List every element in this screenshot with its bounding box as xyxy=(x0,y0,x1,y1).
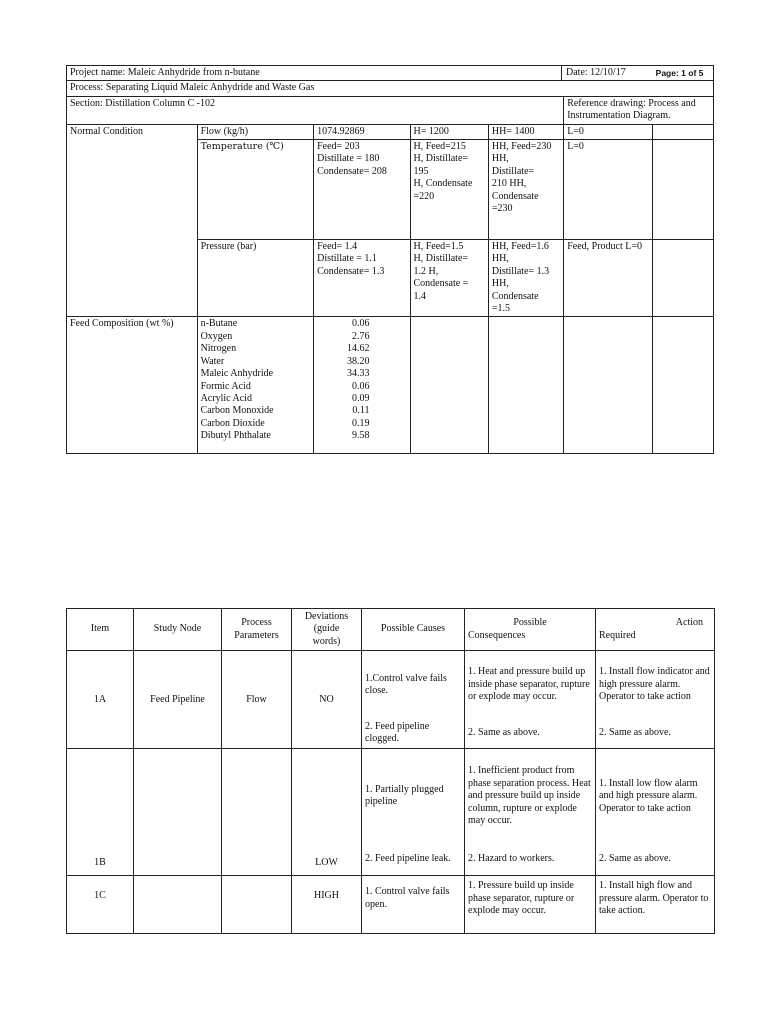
component-value: 34.33 xyxy=(347,368,370,380)
cause-1a-2: 2. Feed pipeline clogged. xyxy=(362,719,465,749)
consequence-1b-1: 1. Inefficient product from phase separation process. Heat and pressure build up inside column, rupture or explode may occur. xyxy=(465,749,596,844)
study-node-1a: Feed Pipeline xyxy=(134,651,222,749)
action-1a-1: 1. Install flow indicator and high pressure alarm. Operator to take action xyxy=(596,651,715,719)
conditions-table xyxy=(66,65,714,454)
header-dev-line: words) xyxy=(312,635,341,647)
temp-high-line: H, Feed=215 xyxy=(413,141,466,153)
date: Date: 12/10/17 xyxy=(566,67,626,78)
pres-hh-line: HH, xyxy=(491,253,509,265)
action-1c-1: 1. Install high flow and pressure alarm. Operator to take action. xyxy=(596,876,715,934)
pres-hh-line: HH, Feed=1.6 xyxy=(491,241,549,253)
flow-value: 1074.92869 xyxy=(314,124,410,139)
temperature-normal xyxy=(314,140,410,240)
process-name: Process: Separating Liquid Maleic Anhydride and Waste Gas xyxy=(67,81,714,96)
pres-hh-line: HH, xyxy=(491,278,509,290)
header-process-parameters xyxy=(222,609,292,651)
header-action-line: Required xyxy=(599,629,636,641)
cause-1b-2: 2. Feed pipeline leak. xyxy=(362,844,465,876)
component-value: 9.58 xyxy=(352,430,370,442)
component-names xyxy=(197,317,314,454)
temp-normal-line: Condensate= 208 xyxy=(317,165,387,177)
pressure-highhigh xyxy=(488,240,563,317)
temp-high-line: H, Distillate= xyxy=(413,153,469,165)
pres-high-line: H, Distillate= xyxy=(413,253,469,265)
pres-normal-line: Distillate = 1.1 xyxy=(317,253,377,265)
cause-1a-1: 1.Control valve fails close. xyxy=(362,651,465,719)
header-possible-consequences xyxy=(465,609,596,651)
component-name: Formic Acid xyxy=(200,380,251,392)
component-name: Oxygen xyxy=(200,330,233,342)
component-value: 0.06 xyxy=(352,380,370,392)
flow-high: H= 1200 xyxy=(410,124,488,139)
flow-param: Flow (kg/h) xyxy=(197,124,314,139)
deviation-1c: HIGH xyxy=(292,876,362,934)
component-name: Water xyxy=(200,355,225,367)
component-name: Carbon Dioxide xyxy=(200,417,265,429)
item-1b: 1B xyxy=(67,749,134,876)
temp-hh-line: Condensate xyxy=(491,190,539,202)
header-param-line: Process xyxy=(241,617,272,629)
header-cons-line: Consequences xyxy=(468,629,526,641)
component-value: 14.62 xyxy=(347,343,370,355)
pres-high-line: H, Feed=1.5 xyxy=(413,241,464,253)
reference-drawing: Reference drawing: Process and Instrumentation Diagram. xyxy=(564,96,714,124)
pressure-param: Pressure (bar) xyxy=(197,240,314,317)
component-values xyxy=(314,317,410,454)
consequence-1b-2: 2. Hazard to workers. xyxy=(465,844,596,876)
temp-high-line: =220 xyxy=(413,190,435,202)
header-item: Item xyxy=(67,609,134,651)
flow-highhigh: HH= 1400 xyxy=(488,124,563,139)
hazop-table xyxy=(66,608,715,934)
action-1b-2: 2. Same as above. xyxy=(596,844,715,876)
section-name: Section: Distillation Column C -102 xyxy=(67,96,564,124)
header-deviations xyxy=(292,609,362,651)
consequence-1c-1: 1. Pressure build up inside phase separator, rupture or explode may occur. xyxy=(465,876,596,934)
header-param-line: Parameters xyxy=(234,629,279,641)
temp-hh-line: =230 xyxy=(491,203,513,215)
component-value: 0.06 xyxy=(352,318,370,330)
action-1a-2: 2. Same as above. xyxy=(596,719,715,749)
header-dev-line: Deviations xyxy=(304,611,349,622)
component-value: 38.20 xyxy=(347,355,370,367)
temperature-low: L=0 xyxy=(564,140,652,240)
pres-hh-line: Distillate= 1.3 xyxy=(491,265,550,277)
component-name: Maleic Anhydride xyxy=(200,368,274,380)
pres-hh-line: Condensate xyxy=(491,290,539,302)
normal-condition-label: Normal Condition xyxy=(67,124,198,317)
component-name: Acrylic Acid xyxy=(200,392,252,404)
header-cons-line: Possible xyxy=(513,617,547,629)
item-1a: 1A xyxy=(67,651,134,749)
consequence-1a-1: 1. Heat and pressure build up inside phase separator, rupture or explode may occur. xyxy=(465,651,596,719)
temp-hh-line: HH, Feed=230 xyxy=(491,141,552,153)
pres-high-line: 1.4 xyxy=(413,290,427,302)
cause-1b-1: 1. Partially plugged pipeline xyxy=(362,749,465,844)
deviation-1b: LOW xyxy=(292,749,362,876)
component-name: Nitrogen xyxy=(200,343,237,355)
parameter-1a: Flow xyxy=(222,651,292,749)
header-action-line: Action xyxy=(675,617,703,629)
item-1c: 1C xyxy=(67,876,134,934)
component-value: 2.76 xyxy=(352,330,370,342)
cause-1c-1: 1. Control valve fails open. xyxy=(362,876,465,934)
component-name: Dibutyl Phthalate xyxy=(200,430,271,442)
header-action-required xyxy=(596,609,715,651)
component-value: 0.19 xyxy=(352,417,370,429)
temperature-param: Temperature (℃) xyxy=(200,141,284,153)
pres-high-line: 1.2 H, xyxy=(413,265,439,277)
header-study-node: Study Node xyxy=(134,609,222,651)
temperature-high xyxy=(410,140,488,240)
page-number: Page: 1 of 5 xyxy=(652,66,713,81)
pressure-high xyxy=(410,240,488,317)
pressure-low: Feed, Product L=0 xyxy=(564,240,652,317)
component-name: Carbon Monoxide xyxy=(200,405,274,417)
temp-high-line: H, Condensate xyxy=(413,178,473,190)
temp-hh-line: HH, xyxy=(491,153,509,165)
temp-high-line: 195 xyxy=(413,165,429,177)
pres-high-line: Condensate = xyxy=(413,278,469,290)
component-value: 0.11 xyxy=(352,405,370,417)
temp-normal-line: Distillate = 180 xyxy=(317,153,380,165)
flow-low: L=0 xyxy=(564,124,652,139)
pressure-normal xyxy=(314,240,410,317)
consequence-1a-2: 2. Same as above. xyxy=(465,719,596,749)
header-possible-causes: Possible Causes xyxy=(362,609,465,651)
temp-hh-line: 210 HH, xyxy=(491,178,527,190)
component-value: 0.09 xyxy=(352,392,370,404)
component-name: n-Butane xyxy=(200,318,238,330)
temperature-highhigh xyxy=(488,140,563,240)
pres-normal-line: Feed= 1.4 xyxy=(317,241,358,253)
pres-hh-line: =1.5 xyxy=(491,303,510,315)
action-1b-1: 1. Install low flow alarm and high pressure alarm. Operator to take action xyxy=(596,749,715,844)
header-dev-line: (guide xyxy=(313,623,340,635)
temp-hh-line: Distillate= xyxy=(491,165,535,177)
date-cell xyxy=(561,66,655,80)
deviation-1a: NO xyxy=(292,651,362,749)
feed-composition-label: Feed Composition (wt %) xyxy=(67,317,198,454)
project-name: Project name: Maleic Anhydride from n-butane xyxy=(67,66,653,81)
pres-normal-line: Condensate= 1.3 xyxy=(317,265,385,277)
temp-normal-line: Feed= 203 xyxy=(317,141,360,153)
